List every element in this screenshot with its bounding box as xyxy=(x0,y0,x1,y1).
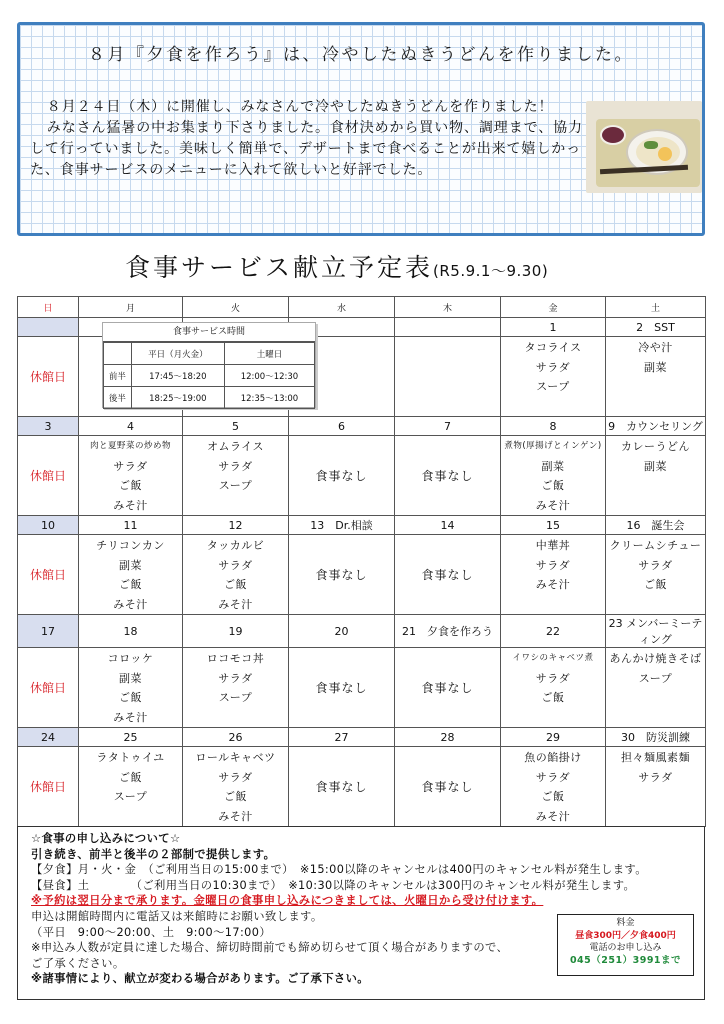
menu-item: サラダ xyxy=(535,671,571,685)
menu-item: ラタトゥイユ xyxy=(96,751,165,764)
menu-item: 副菜 xyxy=(644,459,667,473)
menu-day xyxy=(501,535,606,615)
menu-day xyxy=(79,436,183,516)
menu-items xyxy=(606,535,705,614)
menu-item: タコライス xyxy=(524,341,582,354)
closed-day: 休館日 xyxy=(18,535,79,615)
menu-row xyxy=(18,535,706,615)
date-cell: 23 メンバーミーティング xyxy=(606,615,706,648)
menu-day xyxy=(395,337,501,417)
menu-title-text: 食事サービス献立予定表 xyxy=(125,253,434,282)
menu-item: ご飯 xyxy=(224,578,247,591)
info-line: 申込は開館時間内に電話又は来館時にお願い致します。 xyxy=(31,909,323,923)
menu-day xyxy=(606,337,706,417)
menu-items xyxy=(501,535,605,614)
menu-items xyxy=(183,535,288,614)
phone-number: 045（251）3991まで xyxy=(569,954,682,966)
menu-item: ご飯 xyxy=(224,790,247,803)
date-cell: 11 xyxy=(79,516,183,535)
menu-item: あんかけ焼きそば xyxy=(609,652,702,665)
menu-item: スープ xyxy=(218,479,253,492)
menu-items xyxy=(79,535,182,614)
menu-day xyxy=(606,535,706,615)
menu-day xyxy=(183,648,289,728)
menu-items xyxy=(501,747,605,826)
hours-cell: 前半 xyxy=(104,365,132,387)
menu-item: みそ汁 xyxy=(535,809,571,823)
menu-items xyxy=(606,436,705,515)
date-row xyxy=(18,417,706,436)
notice-paragraph: みなさん猛暑の中お集まり下さりました。食材決めから買い物、調理まで、協力して行っていました。美味しく簡単で、デザートまで食べることが出来て嬉しかった、食事サービスのメニューに入れて欲しいと好評でした。 xyxy=(30,120,583,178)
menu-item: 魚の餡掛け xyxy=(524,751,582,764)
menu-item: みそ汁 xyxy=(218,597,253,611)
hours-header xyxy=(104,343,132,365)
no-meal-label: 食事なし xyxy=(315,469,368,483)
no-meal-label: 食事なし xyxy=(421,780,474,794)
menu-item: サラダ xyxy=(113,459,148,473)
hours-header: 土曜日 xyxy=(224,343,314,365)
notice-title: ８月『夕食を作ろう』は、冷やしたぬきうどんを作りました。 xyxy=(88,45,634,65)
date-cell: 8 xyxy=(501,417,606,436)
date-cell: 27 xyxy=(289,728,395,747)
closed-day: 休館日 xyxy=(18,436,79,516)
menu-item: ご飯 xyxy=(119,578,142,591)
date-cell: 24 xyxy=(18,728,79,747)
menu-row xyxy=(18,648,706,728)
menu-item: 冷や汁 xyxy=(638,341,673,354)
menu-items xyxy=(501,337,605,416)
date-cell: 29 xyxy=(501,728,606,747)
menu-day xyxy=(183,535,289,615)
date-cell: 21 夕食を作ろう xyxy=(395,615,501,648)
notice-paragraph: ８月２４日（木）に開催し、みなさんで冷やしたぬきうどんを作りました！ xyxy=(46,99,554,115)
menu-day xyxy=(183,436,289,516)
menu-day xyxy=(79,535,183,615)
menu-item: みそ汁 xyxy=(113,597,148,611)
date-cell: 19 xyxy=(183,615,289,648)
date-cell: 14 xyxy=(395,516,501,535)
weekday-thu: 木 xyxy=(395,297,501,318)
notice-body xyxy=(30,97,590,181)
info-line: 引き続き、前半と後半の２部制で提供します。 xyxy=(31,847,276,861)
info-line: 【夕食】月・火・金 （ご利用当日の15:00まで） ※15:00以降のキャンセルは400円のキャンセル料が発生します。 xyxy=(31,863,647,877)
no-meal-day xyxy=(395,747,501,827)
no-meal-day xyxy=(289,648,395,728)
menu-day xyxy=(501,747,606,827)
menu-item: サラダ xyxy=(535,558,571,572)
service-hours-title: 食事サービス時間 xyxy=(103,323,315,342)
menu-item: サラダ xyxy=(218,671,253,685)
menu-item: みそ汁 xyxy=(535,498,571,512)
weekday-wed: 水 xyxy=(289,297,395,318)
menu-items xyxy=(183,436,288,515)
menu-item: ご飯 xyxy=(119,479,142,492)
date-cell: 12 xyxy=(183,516,289,535)
date-row xyxy=(18,615,706,648)
date-cell: 15 xyxy=(501,516,606,535)
date-cell: 2 SST xyxy=(606,318,706,337)
date-cell: 30 防災訓練 xyxy=(606,728,706,747)
no-meal-label: 食事なし xyxy=(421,681,474,695)
hours-cell: 18:25～19:00 xyxy=(131,387,224,409)
menu-items xyxy=(501,436,605,515)
menu-item: スープ xyxy=(638,671,673,685)
menu-item: 副菜 xyxy=(644,360,667,374)
info-line: ※諸事情により、献立が変わる場合があります。ご了承下さい。 xyxy=(31,972,369,986)
menu-day xyxy=(501,648,606,728)
menu-day xyxy=(79,648,183,728)
no-meal-day xyxy=(395,648,501,728)
date-cell: 9 カウンセリング xyxy=(606,417,706,436)
no-meal-day xyxy=(289,535,395,615)
date-cell xyxy=(18,318,79,337)
weekday-sun: 日 xyxy=(18,297,79,318)
menu-item: 副菜 xyxy=(119,558,142,572)
menu-day xyxy=(79,747,183,827)
menu-item: みそ汁 xyxy=(113,498,148,512)
menu-day xyxy=(606,436,706,516)
menu-item: サラダ xyxy=(638,770,673,784)
menu-item: オムライス xyxy=(206,440,265,453)
weekday-header xyxy=(18,297,706,318)
menu-subtitle: (R5.9.1～9.30) xyxy=(433,262,549,280)
no-meal-day xyxy=(395,535,501,615)
menu-items xyxy=(79,436,182,515)
closed-day: 休館日 xyxy=(18,747,79,827)
menu-title xyxy=(125,248,548,284)
weekday-fri: 金 xyxy=(501,297,606,318)
date-cell: 26 xyxy=(183,728,289,747)
hours-cell: 12:35～13:00 xyxy=(224,387,314,409)
menu-item: サラダ xyxy=(535,360,571,374)
date-cell: 16 誕生会 xyxy=(606,516,706,535)
date-cell: 17 xyxy=(18,615,79,648)
menu-item: ご飯 xyxy=(119,691,142,704)
date-cell xyxy=(395,318,501,337)
info-line: 【昼食】土 （ご利用当日の10:30まで） ※10:30以降のキャンセルは300円のキャンセル料が発生します。 xyxy=(31,878,636,892)
date-cell: 5 xyxy=(183,417,289,436)
menu-item: 副菜 xyxy=(119,671,142,685)
date-cell: 10 xyxy=(18,516,79,535)
date-cell: 4 xyxy=(79,417,183,436)
info-heading: ☆食事の申し込みについて☆ xyxy=(31,832,181,845)
weekday-tue: 火 xyxy=(183,297,289,318)
menu-items xyxy=(183,747,288,826)
no-meal-day xyxy=(289,747,395,827)
menu-item: ロコモコ丼 xyxy=(206,652,265,665)
reservation-info xyxy=(17,826,705,1000)
menu-item: 副菜 xyxy=(541,459,565,473)
menu-item: クリームシチュー xyxy=(609,539,702,552)
menu-item: サラダ xyxy=(218,459,253,473)
no-meal-label: 食事なし xyxy=(315,681,368,695)
hours-header: 平日（月火金） xyxy=(131,343,224,365)
udon-photo xyxy=(586,101,702,193)
info-warning: ※予約は翌日分まで承ります。金曜日の食事申し込みにつきましては、火曜日から受け付けます。 xyxy=(31,894,544,908)
menu-row xyxy=(18,747,706,827)
menu-item: 煮物(厚揚げとインゲン) xyxy=(504,441,602,451)
menu-item: ロールキャベツ xyxy=(195,751,276,764)
hours-cell: 17:45～18:20 xyxy=(131,365,224,387)
menu-item: スープ xyxy=(113,790,148,803)
menu-item: みそ汁 xyxy=(113,710,148,724)
menu-day xyxy=(606,648,706,728)
date-cell: 18 xyxy=(79,615,183,648)
date-cell: 22 xyxy=(501,615,606,648)
date-cell: 20 xyxy=(289,615,395,648)
menu-item: タッカルビ xyxy=(206,539,265,552)
menu-item: 担々麺風素麺 xyxy=(621,751,690,764)
info-line: （平日 9:00～20:00、土 9:00～17:00） xyxy=(31,925,272,939)
menu-items xyxy=(606,648,705,727)
date-row xyxy=(18,516,706,535)
date-cell: 13 Dr.相談 xyxy=(289,516,395,535)
hours-cell: 後半 xyxy=(104,387,132,409)
date-cell: 7 xyxy=(395,417,501,436)
no-meal-day xyxy=(395,436,501,516)
menu-items xyxy=(395,337,500,416)
price-value: 昼食300円／夕食400円 xyxy=(575,930,676,941)
menu-item: サラダ xyxy=(218,558,253,572)
weekday-mon: 月 xyxy=(79,297,183,318)
menu-item: カレーうどん xyxy=(621,440,690,453)
menu-items xyxy=(79,747,182,826)
menu-item: サラダ xyxy=(535,770,571,784)
menu-item: 中華丼 xyxy=(535,539,571,552)
no-meal-day xyxy=(289,436,395,516)
menu-row xyxy=(18,436,706,516)
price-box xyxy=(557,914,694,976)
date-cell: 3 xyxy=(18,417,79,436)
closed-day: 休館日 xyxy=(18,337,79,417)
menu-day xyxy=(183,747,289,827)
phone-label: 電話のお申し込み xyxy=(589,943,662,953)
no-meal-label: 食事なし xyxy=(315,568,368,582)
menu-item: サラダ xyxy=(218,770,253,784)
event-notice xyxy=(17,22,705,236)
menu-item: コロッケ xyxy=(107,652,154,665)
menu-item: 肉と夏野菜の炒め物 xyxy=(89,441,171,451)
menu-item: サラダ xyxy=(638,558,673,572)
menu-item: みそ汁 xyxy=(218,809,253,823)
info-line: ご了承ください。 xyxy=(31,956,125,970)
menu-item: スープ xyxy=(536,380,570,393)
menu-items xyxy=(606,747,705,826)
service-hours-box xyxy=(102,322,316,408)
menu-day xyxy=(606,747,706,827)
menu-item: チリコンカン xyxy=(96,539,165,552)
no-meal-label: 食事なし xyxy=(315,780,368,794)
menu-item: ご飯 xyxy=(119,770,142,784)
menu-day xyxy=(501,337,606,417)
menu-item: みそ汁 xyxy=(535,578,571,591)
date-cell: 25 xyxy=(79,728,183,747)
menu-item: ご飯 xyxy=(541,790,565,803)
price-label: 料金 xyxy=(616,918,635,928)
menu-items xyxy=(79,648,182,727)
no-meal-label: 食事なし xyxy=(421,568,474,582)
menu-items xyxy=(183,648,288,727)
menu-items xyxy=(501,648,605,727)
date-row xyxy=(18,728,706,747)
info-line: ※申込み人数が定員に達した場合、締切時間前でも締め切らせて頂く場合がありますので、 xyxy=(31,941,509,955)
date-cell: 1 xyxy=(501,318,606,337)
menu-day xyxy=(501,436,606,516)
weekday-sat: 土 xyxy=(606,297,706,318)
menu-item: ご飯 xyxy=(644,578,667,591)
menu-item: スープ xyxy=(218,691,253,704)
no-meal-label: 食事なし xyxy=(421,469,474,483)
menu-item: イワシのキャベツ煮 xyxy=(512,653,594,663)
closed-day: 休館日 xyxy=(18,648,79,728)
menu-item: ご飯 xyxy=(541,691,565,704)
menu-item: ご飯 xyxy=(541,479,565,492)
date-cell: 6 xyxy=(289,417,395,436)
hours-cell: 12:00～12:30 xyxy=(224,365,314,387)
date-cell: 28 xyxy=(395,728,501,747)
service-hours-table xyxy=(103,342,315,409)
menu-items xyxy=(606,337,705,416)
